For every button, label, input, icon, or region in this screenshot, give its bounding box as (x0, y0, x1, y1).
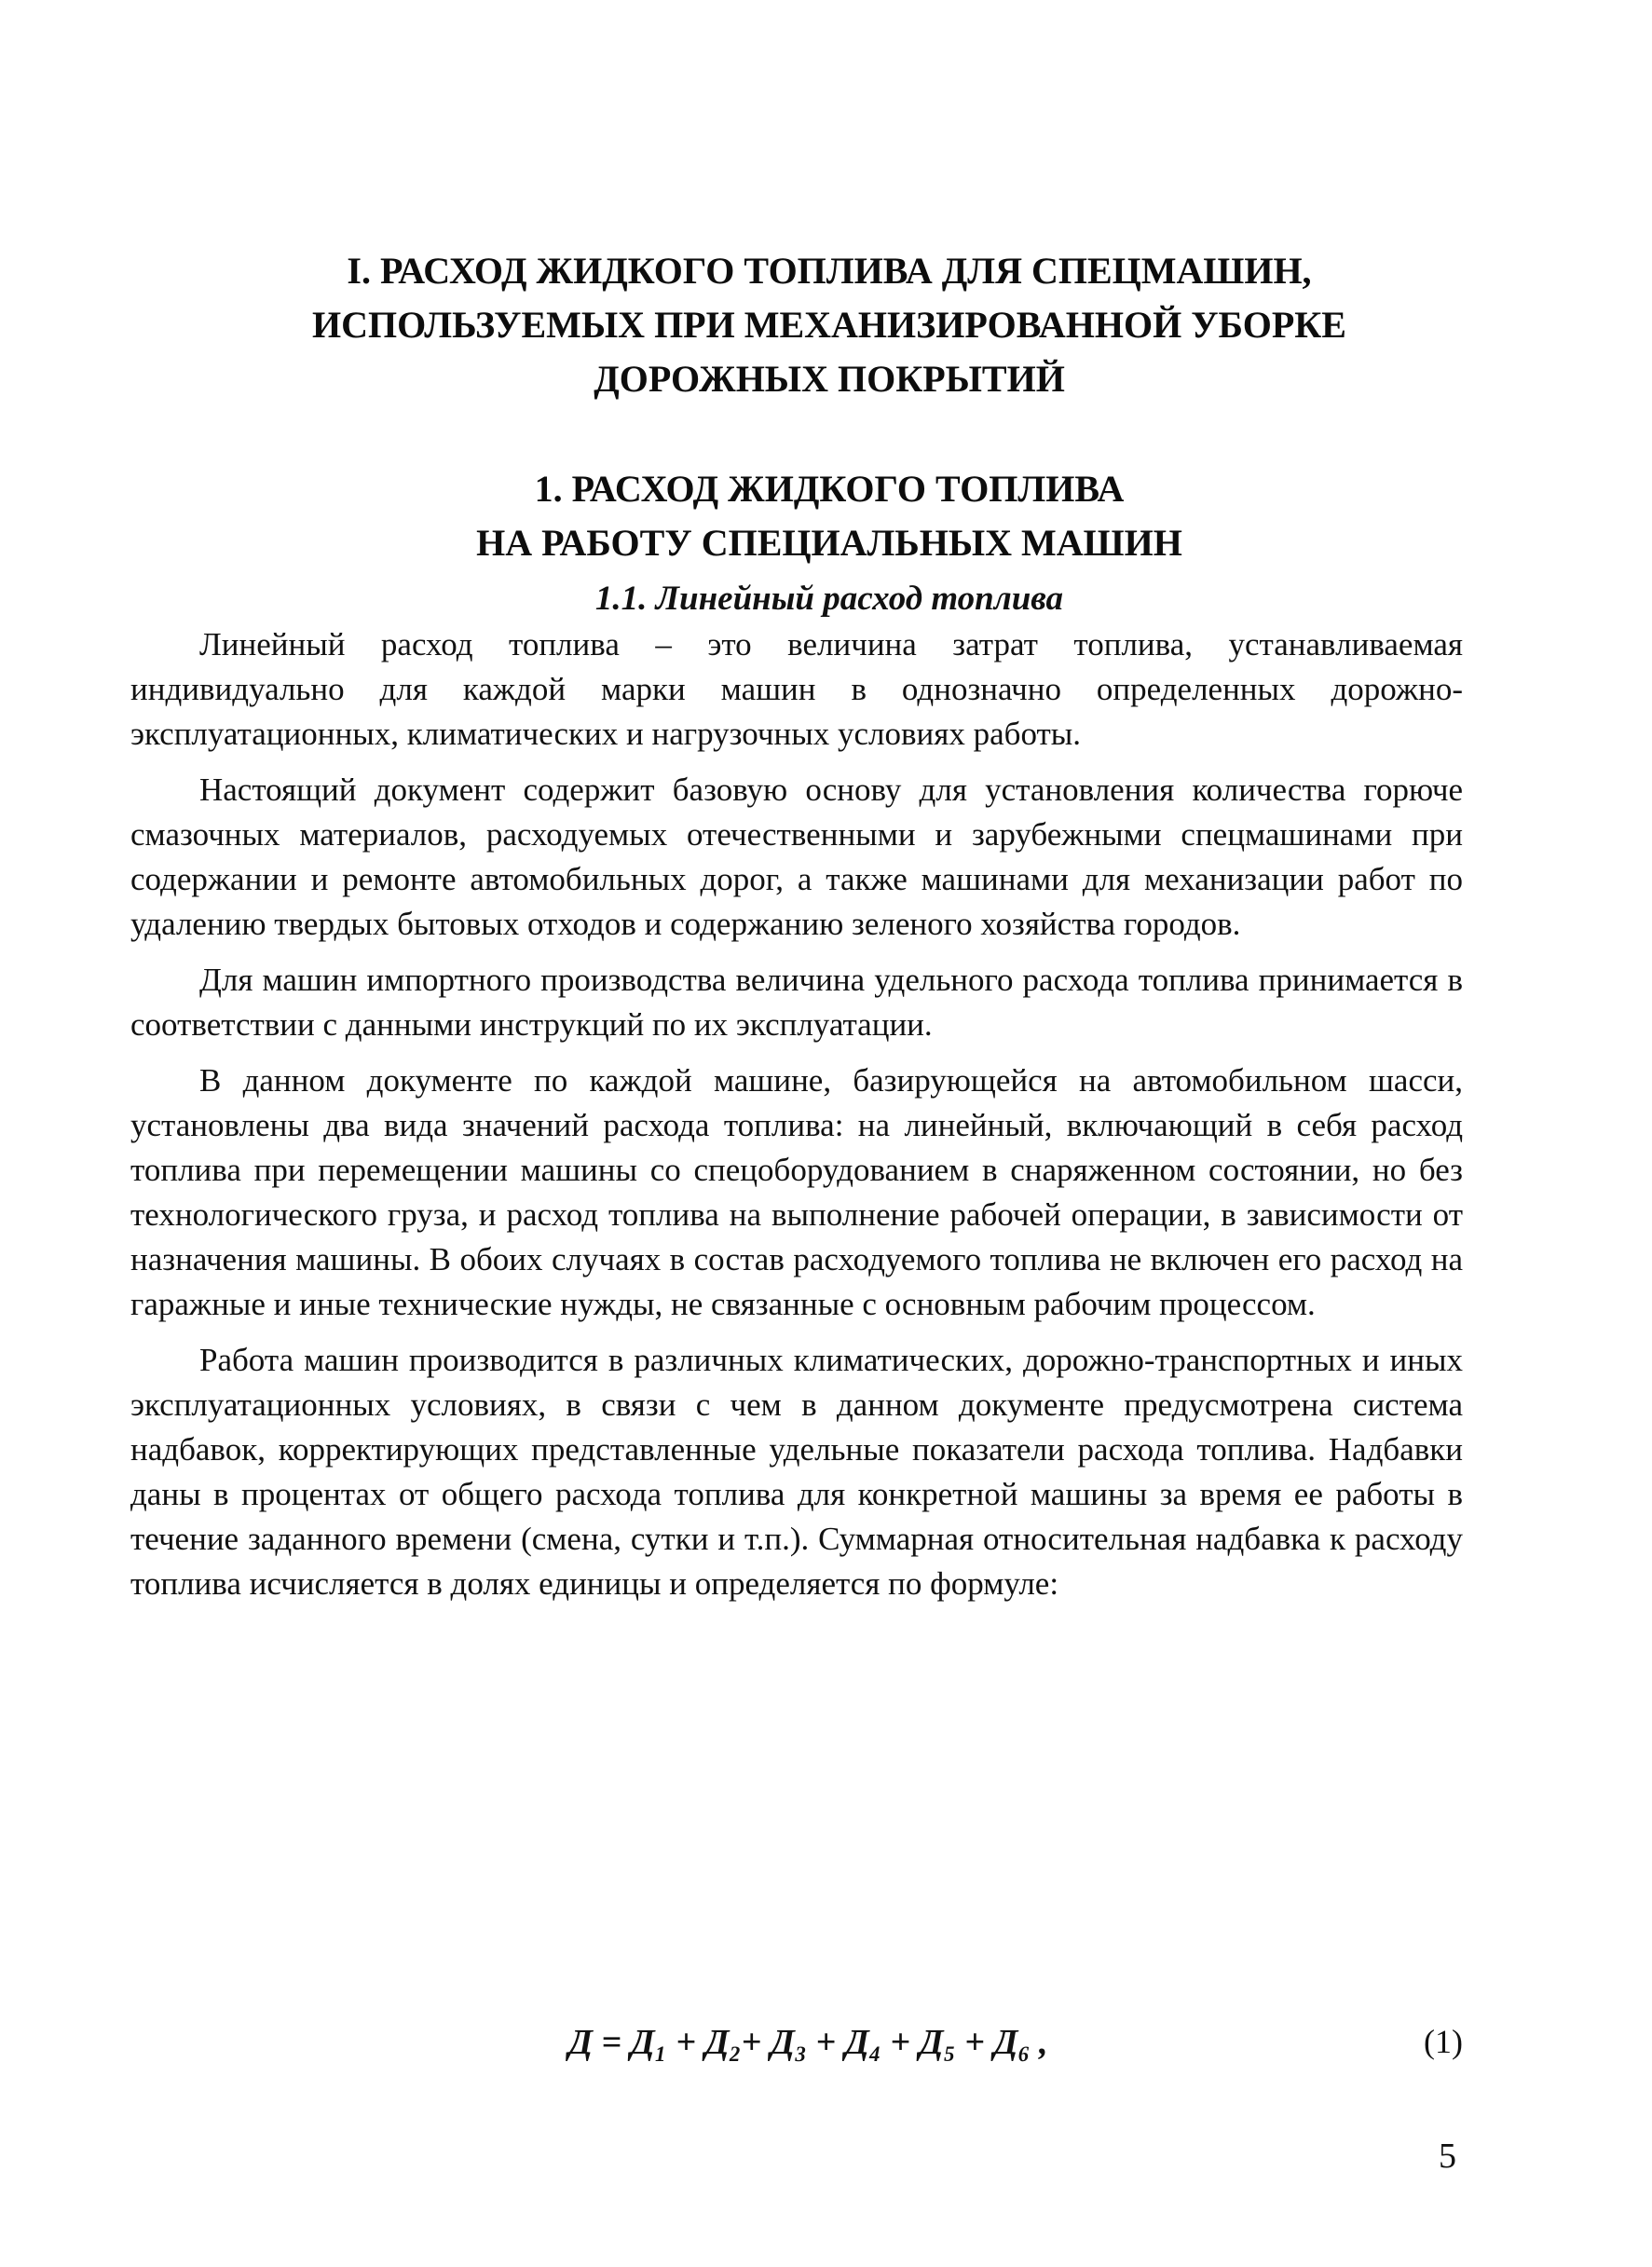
page-number: 5 (1439, 2137, 1456, 2176)
subsection-heading: 1.1. Линейный расход топлива (594, 580, 1064, 618)
main-title-line: I. РАСХОД ЖИДКОГО ТОПЛИВА ДЛЯ СПЕЦМАШИН, (347, 250, 1312, 292)
formula-line (130, 2022, 1463, 2074)
sub-title-line: 1. РАСХОД ЖИДКОГО ТОПЛИВА (534, 468, 1125, 510)
paragraph: В данном документе по каждой машине, базирующейся на автомобильном шасси, установлены два вида значений расхода топлива: на линейный, включающий в себя расход топлива при перемещении машины со спецоборудованием в снаряженном состоянии, но без технологического груза, и расход топлива на выполнение рабочей операции, в зависимости от назначения машины. В обоих случаях в состав расходуемого топлива не включен его расход на гаражные и иные технические нужды, не связанные с основным рабочим процессом. (130, 1062, 1463, 1322)
main-section-title (224, 244, 1435, 406)
main-title-line: ДОРОЖНЫХ ПОКРЫТИЙ (594, 358, 1065, 400)
formula-expression: Д = Д₁ + Д₂+ Д₃ + Д₄ + Д₅ + Д₆ , (568, 2023, 1048, 2062)
sub-title-line: НА РАБОТУ СПЕЦИАЛЬНЫХ МАШИН (476, 522, 1182, 564)
sub-section-title (224, 462, 1435, 570)
paragraph: Настоящий документ содержит базовую основу для установления количества горюче смазочных материалов, расходуемых отечественными и зарубежными спецмашинами при содержании и ремонте автомобильных дорог, а также машинами для механизации работ по удалению твердых бытовых отходов и содержанию зеленого хозяйства городов. (130, 772, 1463, 942)
paragraph: Линейный расход топлива – это величина затрат топлива, устанавливаемая индивидуально для каждой марки машин в однозначно определенных дорожно-эксплуатационных, климатических и нагрузочных условиях работы. (130, 626, 1463, 752)
formula-number: (1) (1424, 2023, 1463, 2060)
main-title-line: ИСПОЛЬЗУЕМЫХ ПРИ МЕХАНИЗИРОВАННОЙ УБОРКЕ (312, 304, 1346, 346)
body-text (130, 622, 1463, 1618)
paragraph: Работа машин производится в различных климатических, дорожно-транспортных и иных эксплуатационных условиях, в связи с чем в данном документе предусмотрена система надбавок, корректирующих представленные удельные показатели расхода топлива. Надбавки даны в процентах от общего расхода топлива для конкретной машины за время ее работы в течение заданного времени (смена, сутки и т.п.). Суммарная относительная надбавка к расходу топлива исчисляется в долях единицы и определяется по формуле: (130, 1342, 1463, 1602)
paragraph: Для машин импортного производства величина удельного расхода топлива принимается в соответствии с данными инструкций по их эксплуатации. (130, 962, 1463, 1043)
